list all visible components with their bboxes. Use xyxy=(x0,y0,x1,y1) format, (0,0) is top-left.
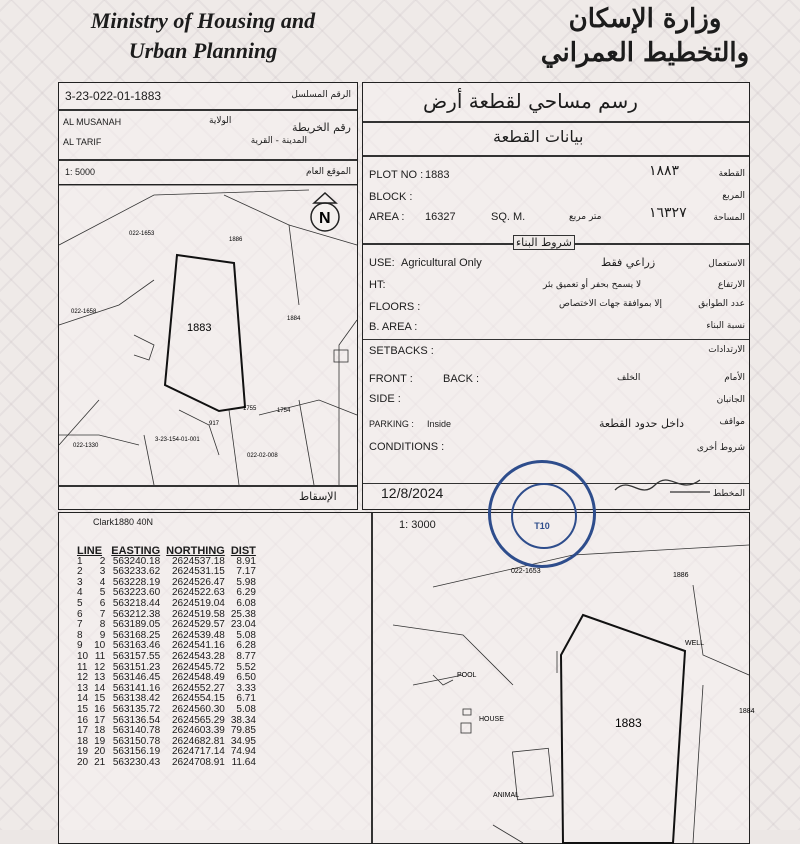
map-label-1653: 022-1653 xyxy=(129,231,155,237)
table-cell: 14 xyxy=(94,682,106,694)
table-cell: 563140.78 xyxy=(112,725,161,737)
table-cell: 563135.72 xyxy=(112,703,161,715)
table-cell: 2624522.63 xyxy=(171,587,225,599)
area-unit: SQ. M. xyxy=(491,211,526,223)
wilayat-label: الولاية xyxy=(209,116,232,126)
table-cell: 2624519.04 xyxy=(171,597,225,609)
back-label-arabic: الخلف xyxy=(617,373,641,383)
back-label: BACK : xyxy=(443,373,480,385)
table-cell: 563223.60 xyxy=(112,587,161,599)
table-cell: 2624560.30 xyxy=(171,703,225,715)
table-cell: 5.08 xyxy=(236,703,256,715)
table-cell: 17 xyxy=(77,725,89,737)
table-cell: 12 xyxy=(77,672,89,684)
table-cell: 563168.25 xyxy=(112,629,161,641)
block-label-arabic: المربع xyxy=(722,191,745,201)
table-cell: 6.71 xyxy=(236,693,256,705)
survey-label-pool: POOL xyxy=(457,672,477,679)
table-cell: 13 xyxy=(77,682,89,694)
parking-label-arabic: مواقف xyxy=(719,417,745,427)
table-cell: 563138.42 xyxy=(112,693,161,705)
table-cell: 2624548.49 xyxy=(171,672,225,684)
setbacks-label: SETBACKS : xyxy=(369,345,434,357)
table-cell: 563163.46 xyxy=(112,640,161,652)
area-label: AREA : xyxy=(369,211,405,223)
table-cell: 16 xyxy=(77,714,89,726)
table-row xyxy=(74,758,259,769)
col-northing: NORTHING xyxy=(166,545,225,557)
table-cell: 12 xyxy=(94,661,106,673)
table-cell: 34.95 xyxy=(230,735,256,747)
table-cell: 21 xyxy=(94,756,106,768)
issue-date: 12/8/2024 xyxy=(381,485,444,501)
table-cell: 2624541.16 xyxy=(171,640,225,652)
front-label: FRONT : xyxy=(369,373,413,385)
floors-arabic: إلا بموافقة جهات الاختصاص xyxy=(559,299,663,309)
building-conditions-heading: شروط البناء xyxy=(513,235,575,250)
col-line: LINE xyxy=(77,545,103,557)
svg-text:N: N xyxy=(319,210,331,227)
table-cell: 2 xyxy=(99,555,106,567)
side-label: SIDE : xyxy=(369,393,401,405)
projection-label: الإسقاط xyxy=(299,490,337,503)
table-cell: 2624531.15 xyxy=(171,566,225,578)
table-row xyxy=(74,599,259,610)
table-cell: 16 xyxy=(94,703,106,715)
table-cell: 19 xyxy=(77,746,89,758)
plot-label-arabic: القطعة xyxy=(718,169,745,179)
north-arrow-icon xyxy=(311,193,339,231)
survey-label-1886: 1886 xyxy=(673,572,689,579)
table-cell: 10 xyxy=(94,640,106,652)
table-cell: 2624682.81 xyxy=(171,735,225,747)
datum-label: Clark1880 40N xyxy=(93,517,154,527)
table-cell: 5.52 xyxy=(236,661,256,673)
table-cell: 18 xyxy=(94,725,106,737)
parking-label: PARKING : xyxy=(369,419,414,429)
survey-label-house: HOUSE xyxy=(479,716,504,723)
table-cell: 23.04 xyxy=(230,619,256,631)
table-cell: 563157.55 xyxy=(112,650,161,662)
table-cell: 4 xyxy=(77,587,83,599)
table-cell: 25.38 xyxy=(230,608,256,620)
table-cell: 2624519.58 xyxy=(171,608,225,620)
table-row xyxy=(74,705,259,716)
table-cell: 9 xyxy=(99,629,106,641)
b-area-label-arabic: نسبة البناء xyxy=(706,321,745,331)
plot-details-box xyxy=(362,82,750,510)
stamp-emblem-icon xyxy=(511,483,577,549)
table-cell: 79.85 xyxy=(230,725,256,737)
table-cell: 15 xyxy=(77,703,89,715)
table-cell: 2624529.57 xyxy=(171,619,225,631)
table-cell: 4 xyxy=(99,576,106,588)
plot-data-heading: بيانات القطعة xyxy=(493,127,584,146)
table-cell: 563151.23 xyxy=(112,661,161,673)
table-cell: 18 xyxy=(77,735,89,747)
coordinates-table xyxy=(74,546,259,768)
table-cell: 6.50 xyxy=(236,672,256,684)
table-cell: 8.91 xyxy=(236,555,256,567)
village-label: المدينة - القرية xyxy=(250,136,307,146)
map-label-008: 022-02-008 xyxy=(247,453,278,459)
use-label: USE: xyxy=(369,257,395,269)
table-cell: 6.29 xyxy=(236,587,256,599)
planner-label-arabic: المخطط xyxy=(712,489,745,499)
map-label-1886: 1886 xyxy=(229,237,243,243)
table-cell: 2624565.29 xyxy=(171,714,225,726)
table-cell: 563230.43 xyxy=(112,756,161,768)
table-cell: 563218.44 xyxy=(112,597,161,609)
location-info-box xyxy=(58,82,358,186)
table-cell: 2624543.28 xyxy=(171,650,225,662)
table-cell: 2624545.72 xyxy=(171,661,225,673)
table-cell: 6 xyxy=(77,608,83,620)
table-cell: 7 xyxy=(99,608,106,620)
survey-scale: 1: 3000 xyxy=(399,519,436,531)
signature-mark xyxy=(610,470,720,510)
table-cell: 7.17 xyxy=(236,566,256,578)
survey-plot-label: 1883 xyxy=(615,716,642,730)
table-cell: 3 xyxy=(77,576,83,588)
area-unit-arabic: متر مربع xyxy=(569,212,602,222)
map-label-1755: 1755 xyxy=(243,406,257,412)
location-map-box xyxy=(58,184,358,510)
table-cell: 2624537.18 xyxy=(171,555,225,567)
table-cell: 5.98 xyxy=(236,576,256,588)
table-cell: 1 xyxy=(77,555,83,567)
table-cell: 74.94 xyxy=(230,746,256,758)
table-cell: 14 xyxy=(77,693,89,705)
official-stamp xyxy=(488,460,596,568)
serial-number: 3-23-022-01-1883 xyxy=(65,89,162,103)
table-cell: 563240.18 xyxy=(112,555,161,567)
stamp-code: T10 xyxy=(534,521,550,531)
table-cell: 563136.54 xyxy=(112,714,161,726)
map-label-1658: 022-1658 xyxy=(71,309,97,315)
block-label: BLOCK : xyxy=(369,191,413,203)
table-cell: 2624526.47 xyxy=(171,576,225,588)
survey-label-1884: 1884 xyxy=(739,708,755,715)
table-cell: 3 xyxy=(99,566,106,578)
table-cell: 11 xyxy=(77,661,88,673)
map-label-917: 917 xyxy=(209,421,220,427)
conditions-label-arabic: شروط أخرى xyxy=(696,443,745,453)
table-cell: 563189.05 xyxy=(112,619,161,631)
table-cell: 5.08 xyxy=(236,629,256,641)
wilayat-value: AL MUSANAH xyxy=(63,117,122,127)
table-cell: 6.28 xyxy=(236,640,256,652)
table-cell: 17 xyxy=(94,714,106,726)
table-cell: 8 xyxy=(99,619,106,631)
table-cell: 563156.19 xyxy=(112,746,161,758)
table-cell: 5 xyxy=(99,587,106,599)
table-cell: 10 xyxy=(77,650,89,662)
location-map xyxy=(59,185,357,485)
area-label-arabic: المساحة xyxy=(713,213,745,223)
table-cell: 9 xyxy=(77,640,83,652)
survey-label-well: WELL xyxy=(685,640,705,647)
map-label-1754: 1754 xyxy=(277,408,291,414)
table-cell: 7 xyxy=(77,619,83,631)
village-value: AL TARIF xyxy=(63,137,102,147)
map-label-1884: 1884 xyxy=(287,316,301,322)
survey-map xyxy=(373,525,755,843)
table-cell: 563146.45 xyxy=(112,672,161,684)
table-cell: 19 xyxy=(94,735,106,747)
b-area-label: B. AREA : xyxy=(369,321,418,333)
area-arabic: ١٦٣٢٧ xyxy=(649,205,687,221)
table-cell: 8.77 xyxy=(236,650,256,662)
table-cell: 2624717.14 xyxy=(171,746,225,758)
setbacks-label-arabic: الارتدادات xyxy=(708,345,745,355)
conditions-label: CONDITIONS : xyxy=(369,441,445,453)
table-cell: 563228.19 xyxy=(112,576,161,588)
table-cell: 2624552.27 xyxy=(171,682,225,694)
table-cell: 6.08 xyxy=(236,597,256,609)
table-cell: 15 xyxy=(94,693,106,705)
height-label: HT: xyxy=(369,279,386,291)
plot-no-arabic: ١٨٨٣ xyxy=(649,163,680,179)
plot-no-value: 1883 xyxy=(425,169,450,181)
table-cell: 3.33 xyxy=(236,682,256,694)
serial-label: الرقم المسلسل xyxy=(291,90,351,100)
table-cell: 2624539.48 xyxy=(171,629,225,641)
table-cell: 563141.16 xyxy=(112,682,161,694)
table-cell: 2624708.91 xyxy=(171,756,225,768)
table-cell: 38.34 xyxy=(230,714,256,726)
table-cell: 563233.62 xyxy=(112,566,161,578)
coordinates-body xyxy=(74,557,259,769)
table-cell: 13 xyxy=(94,672,106,684)
ministry-name-english: Ministry of Housing and Urban Planning xyxy=(90,8,316,63)
plot-no-label: PLOT NO : xyxy=(369,169,424,181)
table-cell: 11.64 xyxy=(231,756,256,768)
map-label-154: 3-23-154-01-001 xyxy=(155,437,200,443)
floors-label: FLOORS : xyxy=(369,301,421,313)
table-cell: 563212.38 xyxy=(112,608,161,620)
col-easting: EASTING xyxy=(111,545,161,557)
document-title: رسم مساحي لقطعة أرض xyxy=(423,89,638,113)
table-cell: 2624554.15 xyxy=(171,693,225,705)
location-scale: 1: 5000 xyxy=(65,167,96,177)
survey-label-animal: ANIMAL xyxy=(493,792,520,799)
table-cell: 20 xyxy=(77,756,89,768)
map-no-label: رقم الخريطة xyxy=(292,121,351,134)
table-cell: 8 xyxy=(77,629,83,641)
table-cell: 11 xyxy=(94,650,106,662)
height-label-arabic: الارتفاع xyxy=(717,280,745,290)
survey-label-1653: 022-1653 xyxy=(511,568,541,575)
side-label-arabic: الجانبان xyxy=(716,395,745,405)
floors-label-arabic: عدد الطوابق xyxy=(698,299,745,309)
area-value: 16327 xyxy=(425,211,456,223)
map-label-1330: 022-1330 xyxy=(73,443,99,449)
front-label-arabic: الأمام xyxy=(724,373,745,383)
col-dist: DIST xyxy=(230,545,256,557)
table-cell: 20 xyxy=(94,746,106,758)
use-value: Agricultural Only xyxy=(401,257,482,269)
parking-value: Inside xyxy=(427,419,452,429)
table-cell: 563150.78 xyxy=(112,735,161,747)
use-label-arabic: الاستعمال xyxy=(708,259,745,269)
table-cell: 5 xyxy=(77,597,83,609)
table-cell: 2624603.39 xyxy=(171,725,225,737)
use-arabic: زراعي فقط xyxy=(601,256,656,269)
table-cell: 6 xyxy=(99,597,106,609)
parking-arabic: داخل حدود القطعة xyxy=(599,417,685,430)
table-cell: 2 xyxy=(77,566,83,578)
ministry-name-arabic: وزارة الإسكان والتخطيط العمراني xyxy=(540,4,750,68)
general-location-label: الموقع العام xyxy=(306,167,351,177)
table-row xyxy=(74,652,259,663)
map-plot-label: 1883 xyxy=(187,322,212,334)
height-arabic: لا يسمح بحفر أو تعميق بئر xyxy=(543,280,642,290)
